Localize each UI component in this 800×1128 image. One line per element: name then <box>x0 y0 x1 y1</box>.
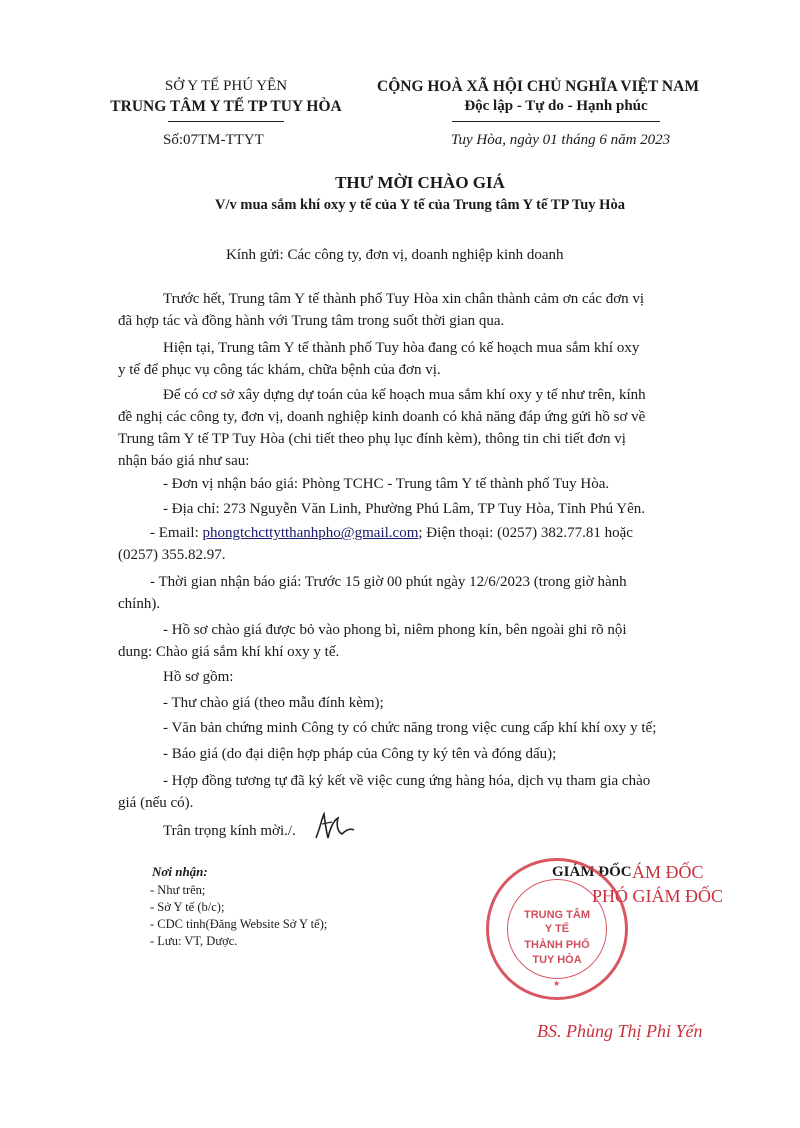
document-number: Số:07TM-TTYT <box>163 132 264 148</box>
seal-line-3: THÀNH PHỐ <box>524 939 590 951</box>
deadline-line-2: chính). <box>118 596 161 612</box>
recipient-item: - Như trên; <box>150 883 206 897</box>
email-prefix: - Email: <box>150 525 203 541</box>
include-item-4-line-1: - Hợp đồng tương tự đã ký kết về việc cung ứng hàng hóa, dịch vụ tham gia chào <box>163 773 651 789</box>
signer-name: BS. Phùng Thị Phi Yến <box>537 1021 703 1041</box>
email-link[interactable]: phongtchcttytthanhpho@gmail.com <box>202 525 419 541</box>
closing-line: Trân trọng kính mời./. <box>163 823 296 839</box>
initial-signature <box>312 808 358 848</box>
paragraph-1-line-1: Trước hết, Trung tâm Y tế thành phố Tuy Hòa xin chân thành cảm ơn các đơn vị <box>163 291 645 307</box>
paragraph-2-line-2: y tế để phục vụ công tác khám, chữa bệnh của đơn vị. <box>118 362 441 378</box>
greeting: Kính gửi: Các công ty, đơn vị, doanh nghiệp kinh doanh <box>226 247 564 263</box>
dossier-line-2: dung: Chào giá sắm khí khí oxy y tế. <box>118 644 340 660</box>
dossier-line-1: - Hồ sơ chào giá được bỏ vào phong bì, niêm phong kín, bên ngoài ghi rõ nội <box>163 622 627 638</box>
recipient-item: - CDC tỉnh(Đăng Website Sở Y tế); <box>150 917 328 931</box>
recipient-item: - Sở Y tế (b/c); <box>150 900 225 914</box>
seal-line-4: TUY HÒA <box>532 954 582 966</box>
deadline-line-1: - Thời gian nhận báo giá: Trước 15 giờ 00 phút ngày 12/6/2023 (trong giờ hành <box>150 574 627 590</box>
place-date: Tuy Hòa, ngày 01 tháng 6 năm 2023 <box>451 132 671 148</box>
address: - Địa chỉ: 273 Nguyễn Văn Linh, Phường Phú Lâm, TP Tuy Hòa, Tỉnh Phú Yên. <box>163 501 646 517</box>
national-motto: Độc lập - Tự do - Hạnh phúc <box>464 98 648 114</box>
agency-parent: SỞ Y TẾ PHÚ YÊN <box>164 78 288 94</box>
paragraph-1-line-2: đã hợp tác và đồng hành với Trung tâm trong suốt thời gian qua. <box>118 313 505 329</box>
paragraph-2-line-1: Hiện tại, Trung tâm Y tế thành phố Tuy hòa đang có kế hoạch mua sắm khí oxy <box>163 340 640 356</box>
include-item-2: - Văn bản chứng minh Công ty có chức năng trong việc cung cấp khí khí oxy y tế; <box>163 720 657 736</box>
agency-underline <box>168 121 284 122</box>
paragraph-3-line-4: nhận báo giá như sau: <box>118 453 250 469</box>
official-seal <box>486 858 628 1000</box>
include-item-3: - Báo giá (do đại diện hợp pháp của Công ty ký tên và đóng dấu); <box>163 746 557 762</box>
paragraph-3-line-2: đề nghị các công ty, đơn vị, doanh nghiệp kinh doanh có khả năng đáp ứng gửi hồ sơ về <box>118 409 646 425</box>
recipients-label: Nơi nhận: <box>152 864 208 879</box>
recipient-item: - Lưu: VT, Dược. <box>150 934 238 948</box>
paragraph-3-line-3: Trung tâm Y tế TP Tuy Hòa (chi tiết theo phụ lục đính kèm), thông tin chi tiết đơn vị <box>118 431 626 447</box>
deputy-title: PHÓ GIÁM ĐỐC <box>592 886 724 906</box>
includes-label: Hồ sơ gồm: <box>163 669 234 685</box>
seal-line-1: TRUNG TÂM <box>524 909 590 921</box>
document-subject: V/v mua sắm khí oxy y tế của Y tế của Trung tâm Y tế TP Tuy Hòa <box>215 197 625 213</box>
motto-underline <box>452 121 660 122</box>
include-item-4-line-2: giá (nếu có). <box>118 795 194 811</box>
stamp-title-overlay: ÁM ĐỐC <box>632 862 704 882</box>
signature-title: GIÁM ĐỐC <box>552 864 632 880</box>
receiving-unit: - Đơn vị nhận báo giá: Phòng TCHC - Trung tâm Y tế thành phố Tuy Hòa. <box>163 476 610 492</box>
phone-part-1: ; Điện thoại: (0257) 382.77.81 hoặc <box>418 525 633 541</box>
seal-line-2: Y TẾ <box>544 923 570 935</box>
document-title: THƯ MỜI CHÀO GIÁ <box>335 173 505 192</box>
include-item-1: - Thư chào giá (theo mẫu đính kèm); <box>163 695 384 711</box>
email-line <box>150 522 633 544</box>
agency-name: TRUNG TÂM Y TẾ TP TUY HÒA <box>110 98 342 115</box>
seal-star: ★ <box>553 979 561 988</box>
paragraph-3-line-1: Để có cơ sở xây dựng dự toán của kế hoạch mua sắm khí oxy y tế như trên, kính <box>163 387 646 403</box>
phone-line-2: (0257) 355.82.97. <box>118 547 226 563</box>
nation-heading: CỘNG HOÀ XÃ HỘI CHỦ NGHĨA VIỆT NAM <box>377 78 699 95</box>
